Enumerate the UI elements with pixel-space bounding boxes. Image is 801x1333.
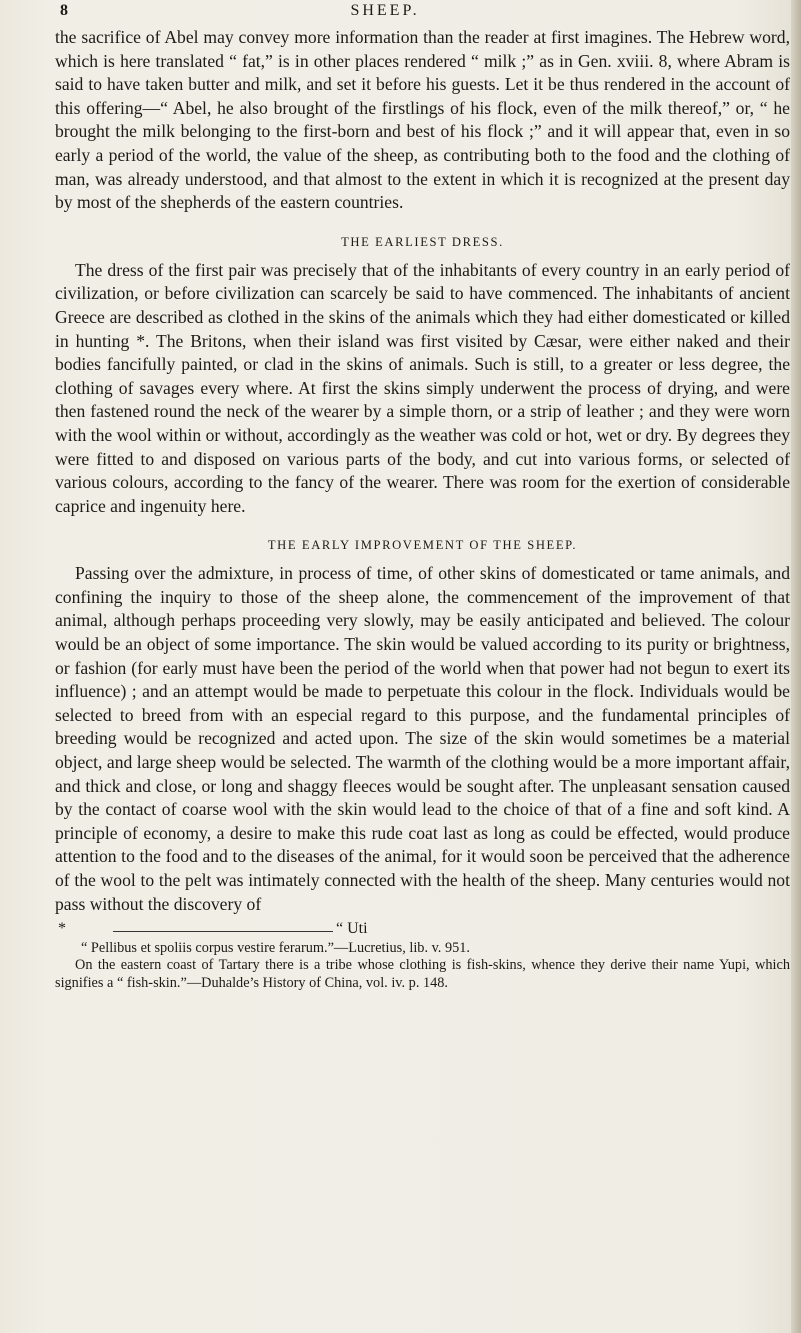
section-heading-early-improvement: THE EARLY IMPROVEMENT OF THE SHEEP. xyxy=(267,538,578,553)
paragraph-earliest-dress: The dress of the first pair was precisely that of the inhabitants of every country in an early period of civilization, or before civilization can scarcely be said to have commenced. The inhabitants of ancient Greece are described as clothed in the skins of the animals which they had either domesticated or killed in hunting *. The Britons, when their island was first visited by Cæsar, were either naked and their bodies fancifully painted, or clad in the skins of animals. Such is still, to a greater or less degree, the clothing of savages every where. At first the skins simply underwent the process of drying, and were then fastened round the neck of the wearer by a simple thorn, or a strip of leather ; and they were worn with the wool within or without, accordingly as the weather was cold or hot, wet or dry. By degrees they were fitted to and disposed on various parts of the body, and cut into various forms, or selected of various colours, according to the fancy of the wearer. There was room for the exertion of considerable caprice and ingenuity here. xyxy=(55,259,790,516)
footnote-separator xyxy=(55,920,790,940)
footnote-marker: * xyxy=(58,920,66,938)
paragraph-early-improvement: Passing over the admixture, in process of time, of other skins of domesticated or tame animals, and confining the inquiry to those of the sheep alone, the commencement of the improvement of that animal, although perhaps proceeding very slowly, may be easily anticipated and believed. The colour would be an object of some importance. The skin would be valued according to its purity or brightness, or fashion (for early must have been the period of the world when that power had not begun to exert its influence) ; and an attempt would be made to perpetuate this colour in the flock. Individuals would be selected to breed from with an especial regard to this purpose, and the fundamental principles of breeding would be recognized and acted upon. The size of the skin would sometimes be a material object, and large sheep would be selected. The warmth of the clothing would be a more important affair, and thick and close, or long and shaggy fleeces would be sought after. The unpleasant sensation caused by the contact of coarse wool with the skin would lead to the choice of that of a fine and soft kind. A principle of economy, a desire to make this rude coat last as long as could be effected, would produce attention to the food and to the diseases of the animal, for it would soon be perceived that the adherence of the wool to the pelt was intimately connected with the health of the sheep. Many centuries would not pass without the discovery of xyxy=(55,563,790,914)
section-heading-earliest-dress: THE EARLIEST DRESS. xyxy=(341,234,504,249)
footnote-duhalde: On the eastern coast of Tartary there is a tribe whose clothing is fish-skins, whence they derive their name Yupi, which signifies a “ fish-skin.”—Duhalde’s History of China, vol. iv. p. 148. xyxy=(55,957,790,991)
paragraph-abel-sacrifice: the sacrifice of Abel may convey more information than the reader at first imagines. The Hebrew word, which is here translated “ fat,” is in other places rendered “ milk ;” as in Gen. xviii. 8, where Abram is said to have taken butter and milk, and set it before his guests. Let it be thus rendered in the account of this offering—“ Abel, he also brought of the firstlings of his flock, even of the milk thereof,” or, “ he brought the milk belonging to the first-born and best of his flock ;” and it will appear that, even in so early a period of the world, the value of the sheep, as contributing both to the food and the clothing of man, was already understood, and that almost to the extent in which it is recognized at the present day by most of the shepherds of the eastern countries. xyxy=(55,27,790,213)
footnote-lucretius: “ Pellibus et spoliis corpus vestire ferarum.”—Lucretius, lib. v. 951. xyxy=(81,940,470,957)
page-header xyxy=(60,2,710,24)
running-head: SHEEP. xyxy=(350,2,420,19)
footnote-rule xyxy=(113,931,333,932)
page-body xyxy=(55,26,790,992)
page-edge xyxy=(791,0,801,1333)
page-number: 8 xyxy=(60,2,68,19)
footnote-uti: “ Uti xyxy=(336,920,368,938)
